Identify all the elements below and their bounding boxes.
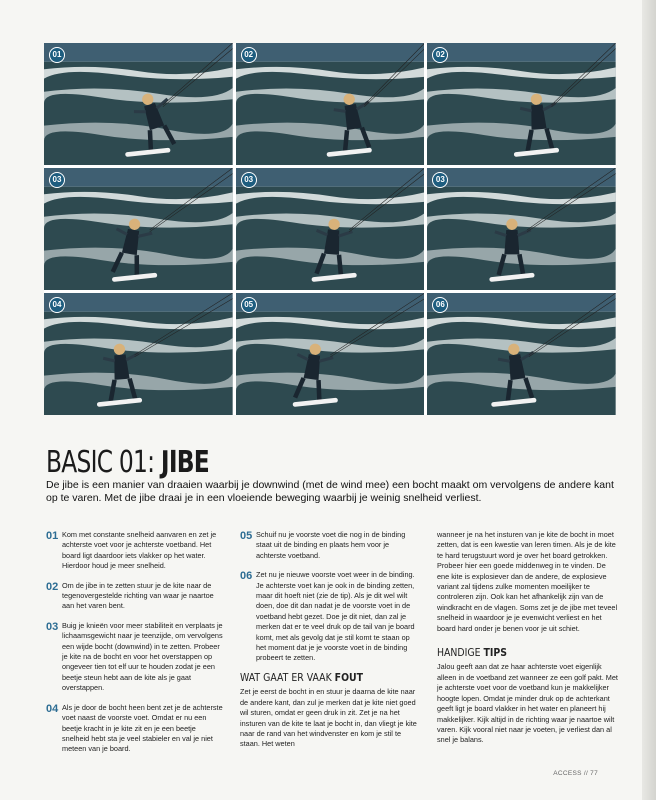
photo-step-number: 04	[49, 297, 65, 313]
article-title	[46, 445, 210, 480]
photo-step	[44, 168, 233, 290]
fout-text-part2: wanneer je na het insturen van je kite de bocht in moet zetten, dat is een kwestie van leren timen. Als je de kite te hard terugstuurt word je over het board getrokken. Probeer hier een goede middenweg in te vinden. De ene kite is explosiever dan de andere, de explosieve variant zal tijdens zulke momenten moeilijker te controleren zijn. Ook kan het afhankelijk zijn van de windkracht en de vlagen. Soms zet je de jibe met teveel snelheid in waardoor je je evenwicht verliest en het board hard onder je benen voor je uit schiet.	[437, 530, 618, 633]
step-text: Schuif nu je voorste voet die nog in de binding staat uit de binding en plaats hem voor je achterste voetband.	[256, 530, 406, 560]
kitesurf-photo	[427, 168, 616, 290]
photo-step	[236, 168, 425, 290]
photo-sequence	[44, 43, 616, 415]
column-1	[46, 530, 224, 764]
tips-heading	[437, 648, 592, 658]
step-number: 02	[46, 580, 59, 593]
photo-step	[44, 43, 233, 165]
fout-heading-word: FOUT	[334, 670, 363, 684]
step-number: 04	[46, 702, 59, 715]
instruction-step	[46, 621, 224, 694]
kitesurf-photo	[427, 293, 616, 415]
photo-step-number: 02	[241, 47, 257, 63]
tips-heading-word: TIPS	[483, 646, 507, 660]
step-number: 06	[240, 570, 253, 583]
step-text: Buig je knieën voor meer stabiliteit en verplaats je lichaamsgewicht naar je teenzijde, om vervolgens een wijde bocht (downwind) in te zetten. Probeer je kite na de bocht en voor het overstappen op ongeveer tien tot elf uur te houden zodat je een beetje steun hebt aan de kite als je gaat overstappen.	[62, 620, 223, 693]
page-footer: ACCESS // 77	[553, 770, 598, 777]
photo-step	[427, 43, 616, 165]
kitesurf-photo	[236, 293, 425, 415]
kitesurf-photo	[427, 43, 616, 165]
photo-step-number: 06	[432, 297, 448, 313]
step-number: 01	[46, 530, 59, 542]
instruction-step	[240, 570, 420, 664]
tips-heading-prefix: HANDIGE	[437, 646, 484, 660]
step-text: Als je door de bocht heen bent zet je de achterste voet naast de voorste voet. Omdat er nu een beetje kracht in je kite zit en je een beetje snelheid hebt sta je veel stabieler en val je niet meteen van je board.	[62, 702, 223, 754]
photo-step	[427, 293, 616, 415]
photo-step	[236, 43, 425, 165]
instruction-step	[46, 703, 224, 755]
intro-paragraph: De jibe is een manier van draaien waarbij je downwind (met de wind mee) een bocht maakt om vervolgens de andere kant op te varen. Met de jibe draai je in een vloeiende beweging waarbij je weinig snelheid verliest.	[46, 479, 614, 504]
fout-text-part1: Zet je eerst de bocht in en stuur je daarna de kite naar de andere kant, dan zul je merken dat je kite niet goed wil sturen, omdat er geen druk in zit. Zet je na het insturen van de kite te laat je bocht in, dan vliegt je kite naar de rand van het windvenster en kom je stil te staan. Het weten	[240, 687, 417, 749]
column-2	[240, 530, 420, 758]
kitesurf-photo	[44, 293, 233, 415]
photo-step-number: 02	[432, 47, 448, 63]
step-number: 03	[46, 620, 59, 633]
instruction-step	[46, 530, 224, 572]
tips-text: Jalou geeft aan dat ze haar achterste voet eigenlijk alleen in de voetband zet wanneer ze een golf pakt. Met je achterste voet voor de voetband kun je makkelijker hoogte lopen. Omdat je minder druk op de achterkant geeft ligt je board vlakker in het water en planeert hij makkelijker. Kijk altijd in de richting waar je naartoe wilt varen. Kijk vooral niet naar je voeten, je verliest dan al snel je balans.	[437, 662, 618, 745]
step-text: Zet nu je nieuwe voorste voet weer in de binding. Je achterste voet kan je ook in de binding zetten, maar dit hoeft niet (zie de tip). Als je dit wel wilt doen, doe dit dan nadat je de voorste voet in de voetband hebt gezet. Doe je dit niet, dan zal je merken dat er te veel druk op de tail van je board komt, met als gevolg dat je stil komt te staan op het moment dat je je voorste voet in de binding probeert te zetten.	[256, 570, 415, 663]
photo-step-number: 05	[241, 297, 257, 313]
kitesurf-photo	[236, 168, 425, 290]
step-number: 05	[240, 530, 253, 542]
column-3	[437, 530, 619, 754]
photo-step	[236, 293, 425, 415]
photo-step	[427, 168, 616, 290]
title-prefix: BASIC 01:	[46, 445, 161, 480]
photo-step-number: 03	[49, 172, 65, 188]
step-text: Om de jibe in te zetten stuur je de kite naar de tegenovergestelde richting van waar je naartoe aan het varen bent.	[62, 580, 214, 611]
photo-step-number: 03	[241, 172, 257, 188]
fout-heading-prefix: WAT GAAT ER VAAK	[240, 670, 335, 684]
photo-step	[44, 293, 233, 415]
kitesurf-photo	[44, 43, 233, 165]
instruction-step	[46, 581, 224, 612]
title-word: JIBE	[160, 445, 210, 480]
fout-heading	[240, 670, 393, 684]
step-text: Kom met constante snelheid aanvaren en zet je achterste voet voor je achterste voetband. Het board ligt daardoor iets vlakker op het water. Hierdoor houd je meer snelheid.	[62, 530, 217, 571]
photo-step-number: 03	[432, 172, 448, 188]
page-edge	[642, 0, 656, 800]
kitesurf-photo	[44, 168, 233, 290]
photo-step-number: 01	[49, 47, 65, 63]
instruction-step	[240, 530, 420, 561]
kitesurf-photo	[236, 43, 425, 165]
